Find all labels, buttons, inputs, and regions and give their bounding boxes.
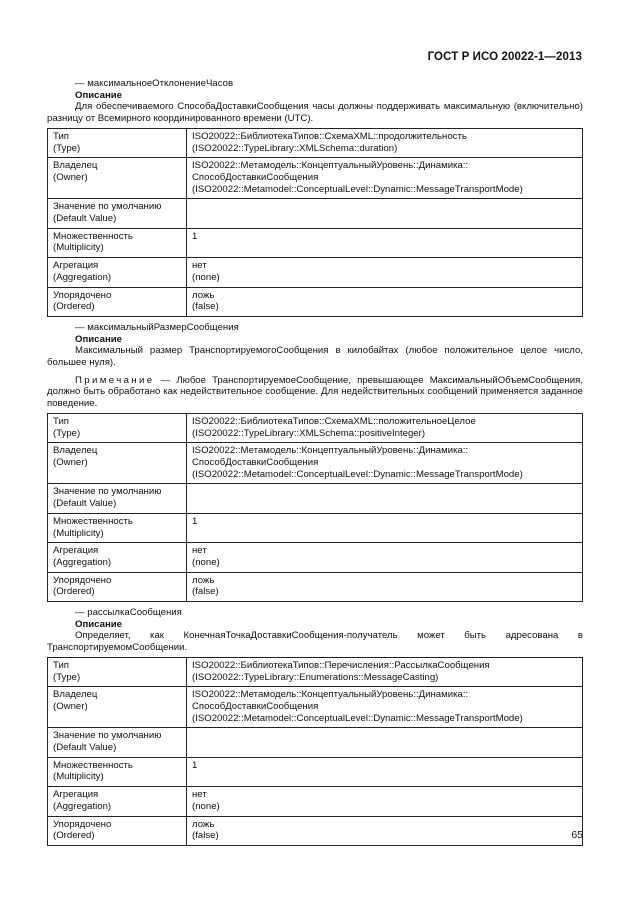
property-value-line: ISO20022::БиблиотекаТипов::СхемаXML::продолжительность <box>192 130 467 142</box>
property-value-line: ISO20022::БиблиотекаТипов::Перечисления::РассылкаСообщения <box>192 659 490 671</box>
property-value-cell <box>187 128 583 157</box>
note-paragraph <box>47 375 583 410</box>
table-row <box>48 816 583 845</box>
property-value-line: ложь <box>192 289 215 301</box>
property-name-en: (Type) <box>53 427 81 439</box>
property-value-line: 1 <box>192 515 198 527</box>
property-value-cell <box>187 413 583 442</box>
property-key-cell <box>48 787 187 816</box>
property-value-cell <box>187 228 583 257</box>
property-value-cell <box>187 757 583 786</box>
property-value-line <box>192 730 577 742</box>
property-name-ru: Тип <box>53 659 69 671</box>
property-value-cell <box>187 158 583 199</box>
description-text: Определяет, как КонечнаяТочкаДоставкиСообщения-получатель может быть адресована в ТранспортируемомСообщении. <box>47 630 583 654</box>
attribute-name: — рассылкаСообщения <box>75 607 182 619</box>
property-value-line: (none) <box>192 800 220 812</box>
property-name-ru: Множественность <box>53 230 133 242</box>
note-label: Примечание <box>75 374 155 386</box>
property-key-cell <box>48 543 187 572</box>
description-text: Для обеспечиваемого СпособаДоставкиСообщения часы должны поддерживать максимальную (включительно) разницу от Всемирного координированного времени (UTC). <box>47 101 583 125</box>
property-value-cell <box>187 816 583 845</box>
property-name-en: (Multiplicity) <box>53 527 104 539</box>
table-row <box>48 258 583 287</box>
property-name-ru: Упорядочено <box>53 574 112 586</box>
property-value-line: (false) <box>192 586 219 598</box>
property-value-line: ISO20022::БиблиотекаТипов::СхемаXML::положительноеЦелое <box>192 415 476 427</box>
property-value-line <box>192 201 577 213</box>
property-key-cell <box>48 513 187 542</box>
property-key-cell <box>48 816 187 845</box>
property-key-cell <box>48 728 187 757</box>
property-name-ru: Агрегация <box>53 789 99 801</box>
table-row <box>48 158 583 199</box>
property-name-ru: Тип <box>53 415 69 427</box>
property-key-cell <box>48 287 187 316</box>
note-text: — Любое ТранспортируемоеСообщение, превышающее МаксимальныйОбъемСообщения, должно быть обработано как недействительное сообщение. Для недействительных сообщений применяется заданное поведение. <box>47 374 583 410</box>
property-name-en: (Multiplicity) <box>53 771 104 783</box>
property-name-en: (Ordered) <box>53 586 95 598</box>
property-key-cell <box>48 687 187 728</box>
attribute-name: — максимальноеОтклонениеЧасов <box>75 78 234 89</box>
property-value-line: (none) <box>192 556 220 568</box>
property-value-line: (ISO20022::Metamodel::ConceptualLevel::Dynamic::MessageTransportMode) <box>192 712 523 724</box>
table-row <box>48 413 583 442</box>
table-row <box>48 228 583 257</box>
property-value-cell <box>187 787 583 816</box>
property-name-en: (Ordered) <box>53 830 95 842</box>
attribute-name: — максимальныйРазмерСообщения <box>75 321 239 333</box>
property-key-cell <box>48 199 187 228</box>
table-row <box>48 128 583 157</box>
table-row <box>48 687 583 728</box>
property-name-ru: Владелец <box>53 689 98 701</box>
description-heading: Описание <box>75 333 122 345</box>
attribute-section <box>47 322 583 602</box>
properties-table <box>47 657 583 846</box>
property-name-ru: Владелец <box>53 445 98 457</box>
property-value-line: СпособДоставкиСообщения <box>192 700 319 712</box>
property-name-en: (Multiplicity) <box>53 242 104 254</box>
property-name-en: (Owner) <box>53 700 88 712</box>
property-value-line <box>192 486 577 498</box>
property-value-cell <box>187 287 583 316</box>
property-value-line: (ISO20022::TypeLibrary::XMLSchema::positiveInteger) <box>192 427 426 439</box>
table-row <box>48 513 583 542</box>
property-name-ru: Владелец <box>53 160 98 172</box>
table-row <box>48 757 583 786</box>
property-key-cell <box>48 128 187 157</box>
page-content <box>47 78 583 851</box>
property-value-line: ложь <box>192 818 215 830</box>
property-value-line: СпособДоставкиСообщения <box>192 456 319 468</box>
property-value-cell <box>187 728 583 757</box>
property-value-line: (false) <box>192 301 219 313</box>
property-name-en: (Type) <box>53 671 81 683</box>
property-name-ru: Упорядочено <box>53 289 112 301</box>
property-value-line: ложь <box>192 574 215 586</box>
property-value-line: 1 <box>192 759 198 771</box>
properties-table <box>47 413 583 602</box>
property-name-en: (Aggregation) <box>53 271 112 283</box>
description-heading: Описание <box>75 618 122 630</box>
property-value-line: (false) <box>192 830 219 842</box>
property-value-line: (ISO20022::TypeLibrary::Enumerations::MessageCasting) <box>192 671 439 683</box>
property-value-cell <box>187 572 583 601</box>
property-name-ru: Множественность <box>53 759 133 771</box>
property-value-line: нет <box>192 545 207 557</box>
property-name-ru: Упорядочено <box>53 818 112 830</box>
property-key-cell <box>48 228 187 257</box>
attribute-section <box>47 607 583 846</box>
property-name-en: (Aggregation) <box>53 800 112 812</box>
property-name-en: (Type) <box>53 142 81 154</box>
property-value-cell <box>187 258 583 287</box>
property-key-cell <box>48 572 187 601</box>
properties-table <box>47 128 583 317</box>
attribute-section <box>47 78 583 317</box>
property-key-cell <box>48 158 187 199</box>
property-value-line: ISO20022::Метамодель::КонцептуальныйУровень::Динамика:: <box>192 445 469 457</box>
property-key-cell <box>48 757 187 786</box>
property-value-cell <box>187 484 583 513</box>
table-row <box>48 787 583 816</box>
property-name-ru: Значение по умолчанию <box>53 730 162 742</box>
page-number: 65 <box>571 829 583 841</box>
property-value-cell <box>187 199 583 228</box>
property-value-line: (ISO20022::Metamodel::ConceptualLevel::Dynamic::MessageTransportMode) <box>192 468 523 480</box>
property-value-cell <box>187 543 583 572</box>
property-name-ru: Тип <box>53 130 69 142</box>
property-value-line: (ISO20022::Metamodel::ConceptualLevel::Dynamic::MessageTransportMode) <box>192 183 523 195</box>
property-name-en: (Default Value) <box>53 742 117 754</box>
property-name-ru: Агрегация <box>53 260 99 272</box>
property-key-cell <box>48 657 187 686</box>
property-value-line: СпособДоставкиСообщения <box>192 171 319 183</box>
property-value-cell <box>187 687 583 728</box>
property-name-en: (Owner) <box>53 456 88 468</box>
table-row <box>48 657 583 686</box>
property-key-cell <box>48 258 187 287</box>
property-value-line: ISO20022::Метамодель::КонцептуальныйУровень::Динамика:: <box>192 160 469 172</box>
standard-header: ГОСТ Р ИСО 20022-1—2013 <box>427 51 582 63</box>
property-name-ru: Значение по умолчанию <box>53 201 162 213</box>
property-name-ru: Агрегация <box>53 545 99 557</box>
property-value-cell <box>187 443 583 484</box>
property-value-line: нет <box>192 260 207 272</box>
property-key-cell <box>48 443 187 484</box>
property-value-line: 1 <box>192 230 198 242</box>
property-name-en: (Default Value) <box>53 498 117 510</box>
property-value-cell <box>187 513 583 542</box>
property-key-cell <box>48 413 187 442</box>
property-value-line: нет <box>192 789 207 801</box>
property-name-en: (Aggregation) <box>53 556 112 568</box>
table-row <box>48 287 583 316</box>
property-name-ru: Значение по умолчанию <box>53 486 162 498</box>
table-row <box>48 199 583 228</box>
property-name-en: (Owner) <box>53 171 88 183</box>
property-key-cell <box>48 484 187 513</box>
property-name-en: (Default Value) <box>53 213 117 225</box>
property-value-cell <box>187 657 583 686</box>
description-heading: Описание <box>75 89 122 101</box>
table-row <box>48 543 583 572</box>
property-name-en: (Ordered) <box>53 301 95 313</box>
description-text: Максимальный размер ТранспортируемогоСообщения в килобайтах (любое положительное целое число, большее нуля). <box>47 345 583 369</box>
table-row <box>48 572 583 601</box>
table-row <box>48 443 583 484</box>
property-value-line: (ISO20022::TypeLibrary::XMLSchema::duration) <box>192 142 398 154</box>
property-value-line: ISO20022::Метамодель::КонцептуальныйУровень::Динамика:: <box>192 689 469 701</box>
table-row <box>48 484 583 513</box>
property-name-ru: Множественность <box>53 515 133 527</box>
table-row <box>48 728 583 757</box>
property-value-line: (none) <box>192 271 220 283</box>
